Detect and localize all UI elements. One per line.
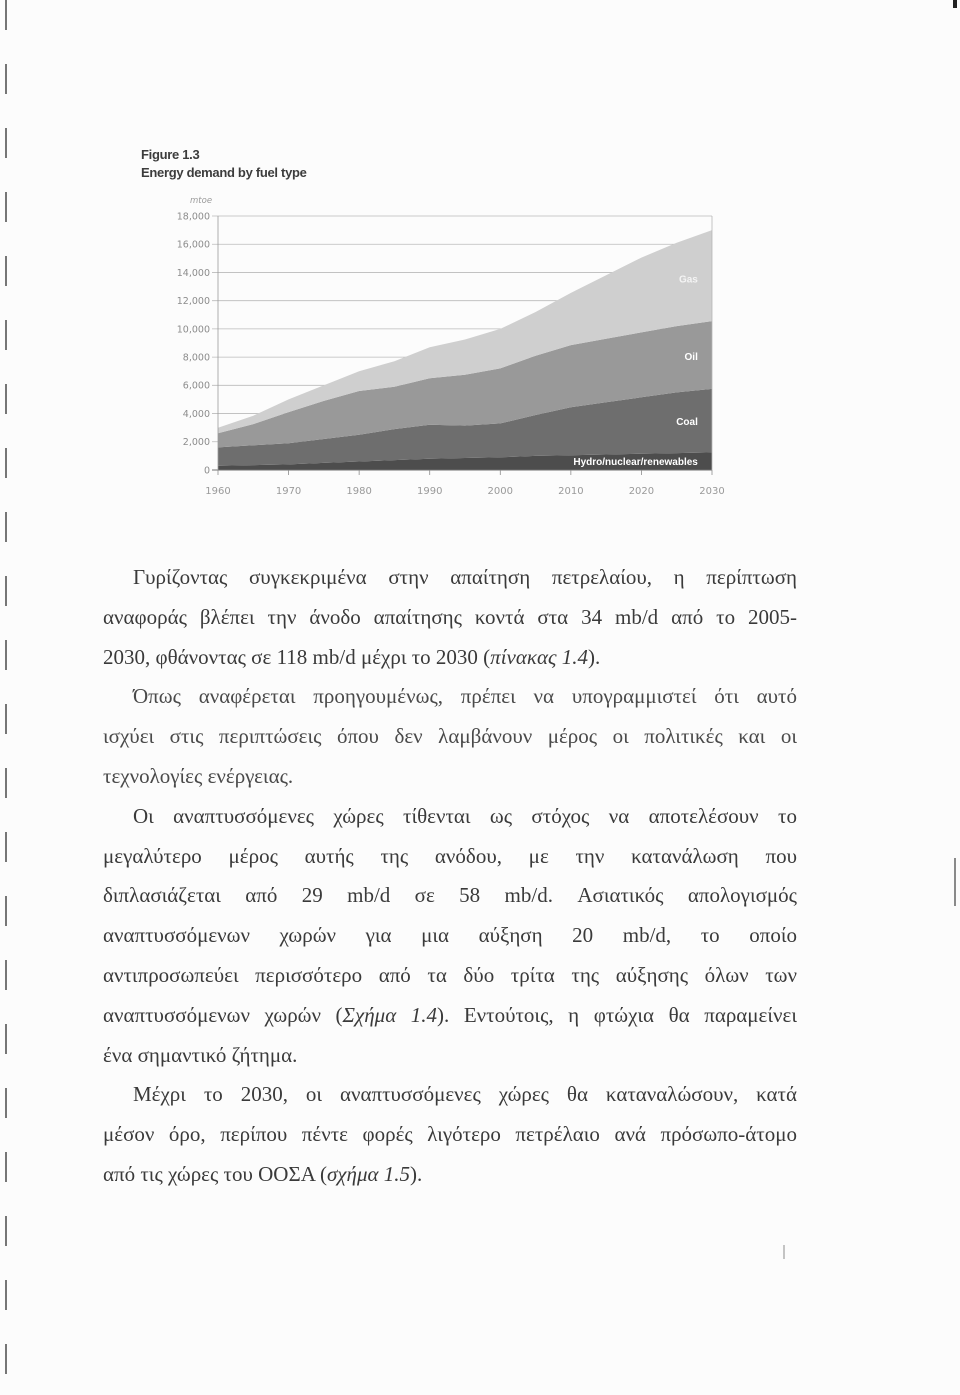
scan-speck xyxy=(783,1245,785,1259)
text-run: αναπτυσσόμενων χωρών ( xyxy=(103,1002,343,1027)
text-line xyxy=(103,1155,797,1195)
x-tick-label: 2000 xyxy=(487,486,514,497)
figure-reference: Σχήμα 1.4 xyxy=(342,1002,438,1027)
text-line: διπλασιάζεται από 29 mb/d σε 58 mb/d. Ασιατικός απολογισμός xyxy=(103,883,797,908)
paragraph xyxy=(103,1075,797,1194)
text-line: ισχύει στις περιπτώσεις όπου δεν λαμβάνουν μέρος οι πολιτικές και οι xyxy=(103,724,797,749)
text-line: μέσον όρο, περίπου πέντε φορές λιγότερο πετρέλαιο ανά πρόσωπο-άτομο xyxy=(103,1122,797,1147)
text-line xyxy=(103,638,797,678)
text-run: 2030, φθάνοντας σε 118 mb/d μέχρι το 2030 ( xyxy=(103,644,491,669)
y-tick-label: 6,000 xyxy=(182,380,210,392)
x-tick-label: 2030 xyxy=(699,486,725,497)
y-tick-label: 18,000 xyxy=(176,211,210,223)
scan-edge-mark xyxy=(953,0,957,8)
text-line: Μέχρι το 2030, οι αναπτυσσόμενες χώρες θα καταναλώσουν, κατά xyxy=(133,1082,797,1107)
y-tick-label: 4,000 xyxy=(182,408,210,420)
text-run: ). xyxy=(410,1161,423,1186)
series-label-oil: Oil xyxy=(684,352,698,364)
energy-demand-chart xyxy=(150,190,750,510)
text-line: ένα σημαντικό ζήτημα. xyxy=(103,1042,298,1067)
scan-edge-mark xyxy=(954,858,956,906)
text-line: Γυρίζοντας συγκεκριμένα στην απαίτηση πετρελαίου, η περίπτωση xyxy=(133,565,797,589)
y-tick-label: 0 xyxy=(203,465,210,477)
body-text xyxy=(103,558,797,1195)
paragraph xyxy=(103,558,797,677)
figure-reference: σχήμα 1.5 xyxy=(326,1161,411,1186)
text-line: αναφοράς βλέπει την άνοδο απαίτησης κοντά στα 34 mb/d από το 2005- xyxy=(103,604,797,629)
figure-title: Energy demand by fuel type xyxy=(141,165,307,180)
x-tick-label: 1980 xyxy=(346,486,372,497)
y-tick-label: 16,000 xyxy=(176,239,210,251)
paragraph xyxy=(103,797,797,1076)
paragraph xyxy=(103,677,797,796)
text-line: τεχνολογίες ενέργειας. xyxy=(103,763,294,788)
text-run: ). Εντούτοις, η φτώχια θα παραμείνει xyxy=(437,1002,797,1027)
table-reference: πίνακας 1.4 xyxy=(490,644,588,669)
x-tick-label: 2010 xyxy=(558,486,584,497)
text-line: Όπως αναφέρεται προηγουμένως, πρέπει να υπογραμμιστεί ότι αυτό xyxy=(133,684,797,709)
x-tick-label: 1960 xyxy=(205,486,231,497)
series-label-hydro-nuclear-renewables: Hydro/nuclear/renewables xyxy=(573,456,698,468)
scan-edge-mark xyxy=(5,0,7,1395)
text-line: μεγαλύτερο μέρος αυτής της ανόδου, με την κατανάλωση που xyxy=(103,843,797,868)
text-line: Οι αναπτυσσόμενες χώρες τίθενται ως στόχος να αποτελέσουν το xyxy=(133,803,797,828)
y-axis-unit-label: mtoe xyxy=(190,196,213,206)
series-label-coal: Coal xyxy=(676,416,698,428)
text-run: ). xyxy=(588,644,601,669)
figure-label: Figure 1.3 xyxy=(141,147,200,162)
text-run: από τις χώρες του ΟΟΣΑ ( xyxy=(103,1161,327,1186)
y-tick-label: 12,000 xyxy=(176,296,210,308)
y-tick-label: 14,000 xyxy=(176,267,210,279)
text-line: αναπτυσσόμενων χωρών για μια αύξηση 20 mb/d, το οποίο xyxy=(103,923,797,948)
x-tick-label: 1970 xyxy=(275,486,302,497)
y-tick-label: 2,000 xyxy=(182,437,210,449)
y-tick-label: 10,000 xyxy=(176,324,210,336)
text-line: αντιπροσωπεύει περισσότερο από τα δύο τρίτα της αύξησης όλων των xyxy=(103,962,797,987)
figure-caption xyxy=(141,146,307,182)
x-tick-label: 2020 xyxy=(628,486,655,497)
x-tick-label: 1990 xyxy=(416,486,443,497)
text-line xyxy=(103,996,797,1036)
series-label-gas: Gas xyxy=(678,274,698,286)
y-tick-label: 8,000 xyxy=(182,352,210,364)
